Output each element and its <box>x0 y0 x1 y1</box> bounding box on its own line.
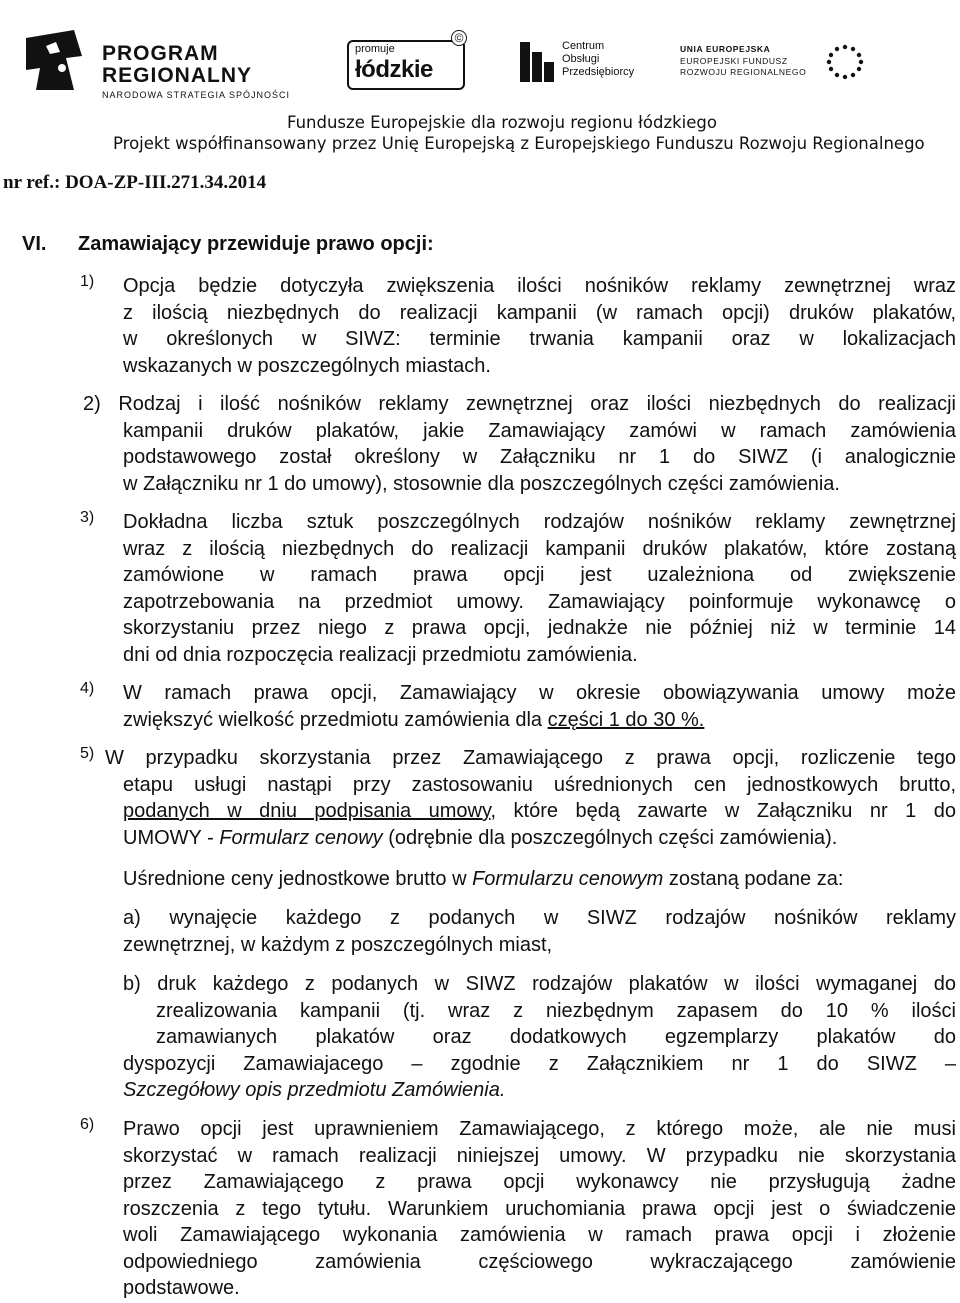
item-number: 4) <box>80 680 95 697</box>
item-3-line-4: zapotrzebowania na przedmiot umowy. Zamawiający poinformuje wykonawcę o <box>123 590 956 613</box>
program-logo-line2: REGIONALNY <box>102 64 253 87</box>
item-5-line-3 <box>123 798 956 825</box>
item-number: 5) <box>80 745 95 762</box>
item-number: 6) <box>80 1116 95 1133</box>
item-4-line-2 <box>123 707 956 734</box>
item-6-line-2: skorzystać w ramach realizacji niniejszej umowy. W przypadku nie skorzystania <box>123 1144 956 1167</box>
list-item-2 <box>80 391 956 497</box>
fund-line-2: Projekt współfinansowany przez Unię Europejską z Europejskiego Funduszu Rozwoju Regionalnego <box>113 134 925 153</box>
sub-item-b-line-1: b) druk każdego z podanych w SIWZ rodzajów plakatów w ilości wymaganej do <box>123 973 956 995</box>
ue-logo-line1: UNIA EUROPEJSKA <box>680 44 771 54</box>
item-2-line-1-text: Rodzaj i ilość nośników reklamy zewnętrznej oraz ilości niezbędnych do realizacji <box>118 393 956 415</box>
item-5-line-1: W przypadku skorzystania przez Zamawiającego z prawa opcji, rozliczenie tego <box>105 747 956 769</box>
sub-item-a <box>123 905 956 958</box>
section-number: VI. <box>22 233 47 255</box>
item-2-line-4: w Załączniku nr 1 do umowy), stosownie dla poszczególnych części zamówienia. <box>123 472 840 495</box>
list-item-5 <box>80 745 956 851</box>
item-2-line-2: kampanii druków plakatów, jakie Zamawiający zamówi w ramach zamówienia <box>123 419 956 442</box>
cop-logo-line1: Centrum <box>562 40 605 52</box>
program-regionalny-logo <box>22 24 312 98</box>
item-5-underlined-part: podanych w dniu podpisania umowy <box>123 800 491 822</box>
averaged-prices-a: Uśrednione ceny jednostkowe brutto w <box>123 868 473 890</box>
item-6-line-4: roszczenia z tego tytułu. Warunkiem uruchomiania prawa opcji jest o świadczenie <box>123 1197 956 1220</box>
item-3-line-6: dni od dnia rozpoczęcia realizacji przedmiotu zamówienia. <box>123 643 638 666</box>
sub-item-b-line-5: Szczegółowy opis przedmiotu Zamówienia. <box>123 1079 506 1101</box>
item-5-line-2: etapu usługi nastąpi przy zastosowaniu uśrednionych cen jednostkowych brutto, <box>123 773 956 796</box>
item-number: 1) <box>80 273 95 290</box>
list-item-6 <box>80 1116 956 1302</box>
cop-logo-line3: Przedsiębiorcy <box>562 66 635 78</box>
item-2-line-1 <box>83 391 956 418</box>
sub-item-b-line-3: zamawianych plakatów oraz dodatkowych egzemplarzy plakatów do <box>156 1026 956 1048</box>
item-3-line-5: skorzystaniu przez niego z prawa opcji, jednakże nie później niż w terminie 14 <box>123 617 956 639</box>
sub-item-b-line-2: zrealizowania kampanii (tj. wraz z niezbędnym zapasem do 10 % ilości <box>156 999 956 1022</box>
averaged-prices-b: zostaną podane za: <box>663 868 844 890</box>
lodzkie-logo-small: promuje <box>355 43 395 55</box>
item-1-line-1: Opcja będzie dotyczyła zwiększenia ilości nośników reklamy zewnętrznej wraz <box>123 275 956 297</box>
copyright-mark: © <box>451 30 467 46</box>
fund-line-1: Fundusze Europejskie dla rozwoju regionu łódzkiego <box>287 113 717 132</box>
formularz-cenowy-ref: Formularz cenowy <box>219 826 383 849</box>
item-6-line-5: woli Zamawiającego wykonania zamówienia w ramach prawa opcji i złożenie <box>123 1224 956 1246</box>
averaged-prices-intro <box>123 866 956 893</box>
item-4-underlined-part: części 1 do 30 %. <box>547 708 705 731</box>
item-1-line-4: wskazanych w poszczególnych miastach. <box>123 354 491 377</box>
ue-logo-line2: EUROPEJSKI FUNDUSZ <box>680 56 788 66</box>
sub-item-a-line-2: zewnętrznej, w każdym z poszczególnych miast, <box>123 933 553 956</box>
item-5-line-4-a: UMOWY - <box>123 826 220 849</box>
item-6-line-7: podstawowe. <box>123 1277 240 1299</box>
item-4-line-2-text: zwiększyć wielkość przedmiotu zamówienia dla <box>123 708 548 731</box>
cop-logo-line2: Obsługi <box>562 53 600 65</box>
sub-item-b <box>123 971 956 1104</box>
centrum-obslugi-logo <box>518 40 642 84</box>
eu-flag-icon <box>822 42 868 82</box>
unia-europejska-logo <box>680 40 880 86</box>
lodzkie-logo-big: łódzkie <box>355 56 433 83</box>
cop-mark-icon <box>518 40 556 84</box>
item-3-line-1: Dokładna liczba sztuk poszczególnych rodzajów nośników reklamy zewnętrznej <box>123 511 956 533</box>
item-5-line-4-b: (odrębnie dla poszczególnych części zamówienia). <box>382 826 838 849</box>
item-3-line-2: wraz z ilością niezbędnych do realizacji kampanii druków plakatów, które zostaną <box>123 537 956 560</box>
item-3-line-3: zamówione w ramach prawa opcji jest uzależniona od zwiększenie <box>123 564 956 586</box>
promuje-lodzkie-logo <box>347 31 465 90</box>
program-logo-line1: PROGRAM <box>102 42 219 65</box>
list-item-3 <box>80 509 956 668</box>
program-emblem-icon <box>22 28 94 94</box>
sub-item-b-line-4: dyspozycji Zamawiajacego – zgodnie z Załącznikiem nr 1 do SIWZ – <box>123 1052 956 1075</box>
sub-item-a-line-1: a) wynajęcie każdego z podanych w SIWZ rodzajów nośników reklamy <box>123 907 956 929</box>
item-2-line-3: podstawowego został określony w Załączniku nr 1 do SIWZ (i analogicznie <box>123 446 956 468</box>
item-1-line-2: z ilością niezbędnych do realizacji kampanii (w ramach opcji) druków plakatów, <box>123 301 956 324</box>
item-5-line-3-text: , które będą zawarte w Załączniku nr 1 do <box>490 800 956 822</box>
item-6-line-6: odpowiedniego zamówienia częściowego wykraczającego zamówienie <box>123 1250 956 1273</box>
ue-logo-line3: ROZWOJU REGIONALNEGO <box>680 67 807 77</box>
formularz-cenowym-ref: Formularzu cenowym <box>472 868 664 890</box>
item-5-line-4 <box>123 825 956 852</box>
item-6-line-1: Prawo opcji jest uprawnieniem Zamawiającego, z którego może, ale nie musi <box>123 1118 956 1140</box>
list-item-4 <box>80 680 956 733</box>
item-4-line-1: W ramach prawa opcji, Zamawiający w okresie obowiązywania umowy może <box>123 682 956 704</box>
section-heading <box>22 233 434 256</box>
program-logo-line3: NARODOWA STRATEGIA SPÓJNOŚCI <box>102 90 291 100</box>
item-number: 2) <box>83 393 101 415</box>
section-title: Zamawiający przewiduje prawo opcji: <box>78 233 434 255</box>
item-1-line-3: w określonych w SIWZ: terminie trwania kampanii oraz w lokalizacjach <box>123 328 956 350</box>
reference-number: nr ref.: DOA-ZP-III.271.34.2014 <box>3 172 267 193</box>
list-item-1 <box>80 273 956 379</box>
item-6-line-3: przez Zamawiającego z prawa opcji wykonawcy nie przysługują żadne <box>123 1171 956 1193</box>
item-number: 3) <box>80 509 95 526</box>
